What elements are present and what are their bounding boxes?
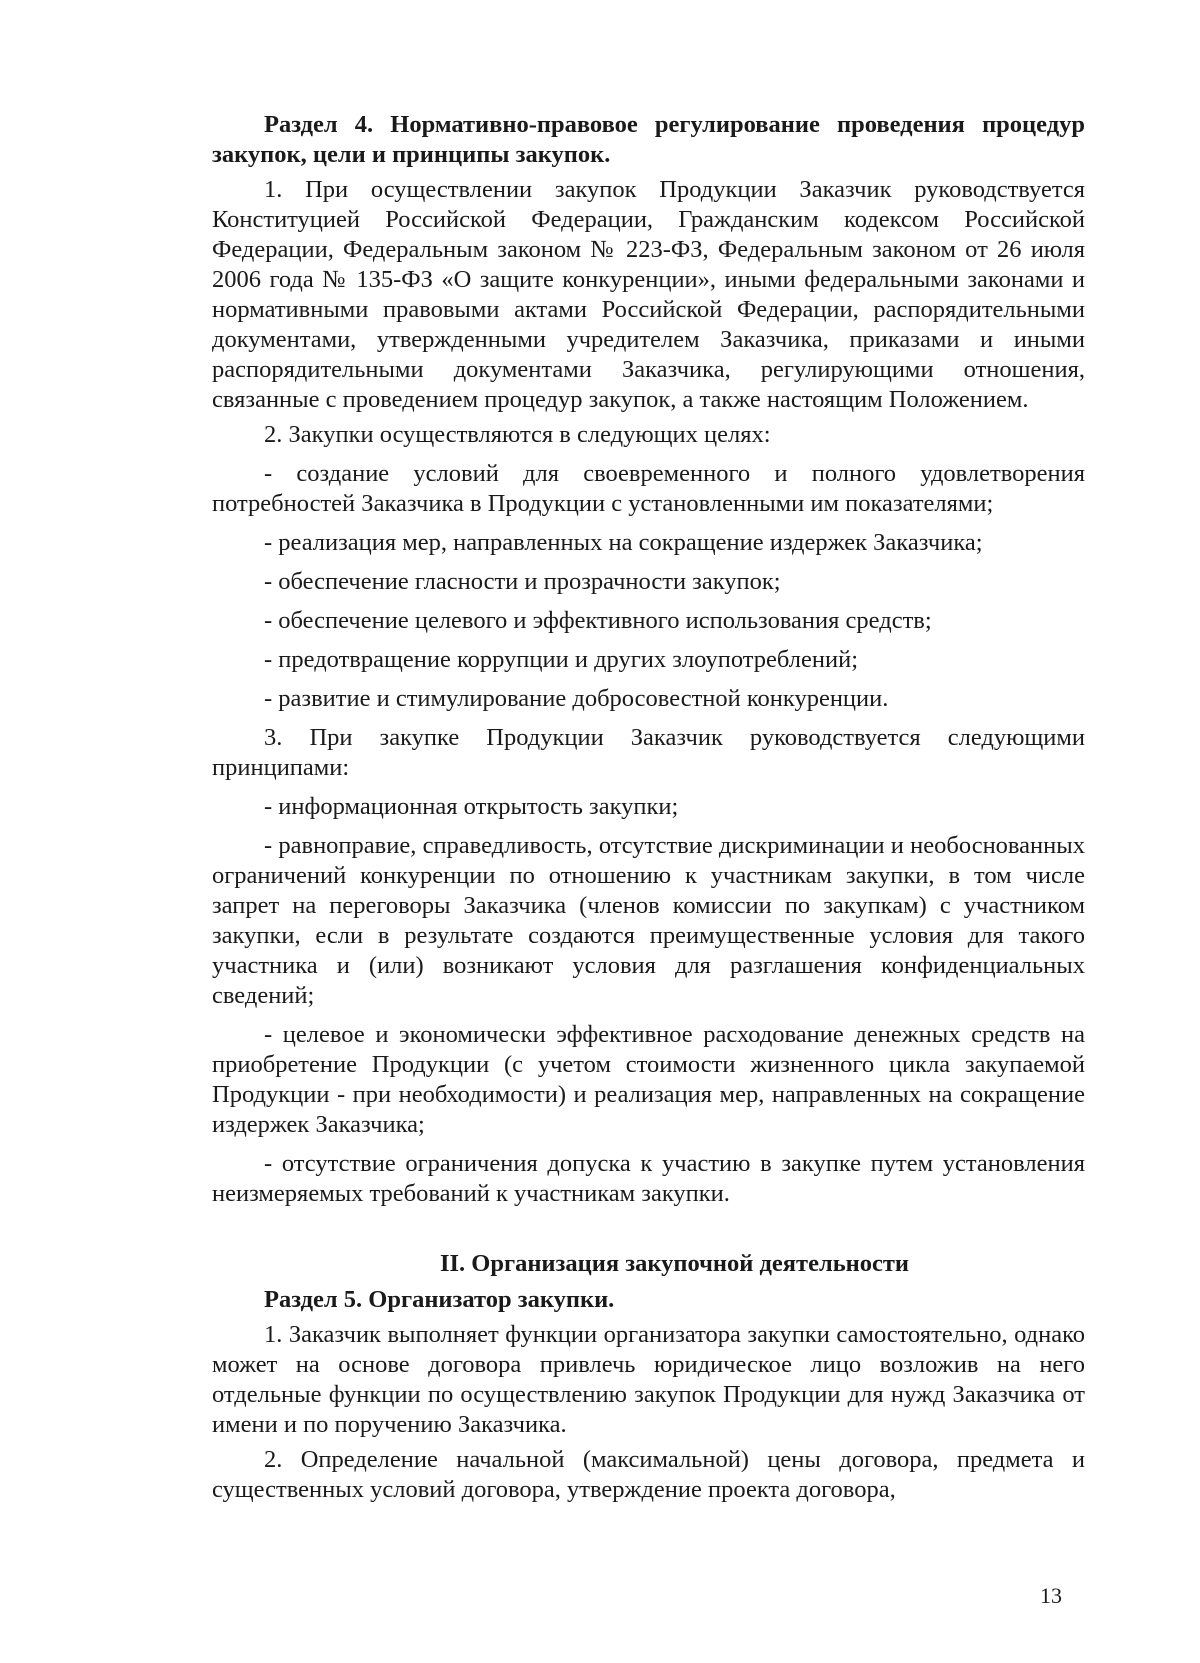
section-4-heading: Раздел 4. Нормативно-правовое регулирование проведения процедур закупок, цели и принципы закупок. bbox=[212, 111, 1085, 168]
section-5-heading: Раздел 5. Организатор закупки. bbox=[264, 1286, 615, 1313]
goal-item: - обеспечение гласности и прозрачности закупок; bbox=[264, 568, 781, 595]
principle-item: - целевое и экономически эффективное расходование денежных средств на приобретение Продукции (с учетом стоимости жизненного цикла закупаемой Продукции - при необходимости) и реализация мер, направленных на сокращение издержек Заказчика; bbox=[212, 1021, 1085, 1138]
section-4-item-1: 1. При осуществлении закупок Продукции Заказчик руководствуется Конституцией Российской Федерации, Гражданским кодексом Российской Федерации, Федеральным законом № 223-ФЗ, Федеральным законом от 26 июля 2006 года № 135-ФЗ «О защите конкуренции», иными федеральными законами и нормативными правовыми актами Российской Федерации, распорядительными документами, утвержденными учредителем Заказчика, приказами и иными распорядительными документами Заказчика, регулирующими отношения, связанные с проведением процедур закупок, а также настоящим Положением. bbox=[212, 176, 1085, 413]
goal-item: - реализация мер, направленных на сокращение издержек Заказчика; bbox=[264, 529, 983, 556]
page-content bbox=[212, 110, 1085, 1505]
goal-item: - развитие и стимулирование добросовестной конкуренции. bbox=[264, 685, 889, 712]
principle-item: - отсутствие ограничения допуска к участию в закупке путем установления неизмеряемых требований к участникам закупки. bbox=[212, 1150, 1085, 1207]
goal-item: - обеспечение целевого и эффективного использования средств; bbox=[264, 607, 932, 634]
page-number: 13 bbox=[1040, 1583, 1062, 1608]
principle-item: - информационная открытость закупки; bbox=[264, 793, 679, 820]
part-2-title: II. Организация закупочной деятельности bbox=[439, 1250, 910, 1277]
section-5-item-1: 1. Заказчик выполняет функции организатора закупки самостоятельно, однако может на основе договора привлечь юридическое лицо возложив на него отдельные функции по осуществлению закупок Продукции для нужд Заказчика от имени и по поручению Заказчика. bbox=[212, 1321, 1085, 1438]
goal-item: - создание условий для своевременного и полного удовлетворения потребностей Заказчика в Продукции с установленными им показателями; bbox=[212, 460, 1085, 517]
section-4-item-2: 2. Закупки осуществляются в следующих целях: bbox=[264, 421, 771, 448]
goal-item: - предотвращение коррупции и других злоупотреблений; bbox=[264, 646, 859, 673]
goals-list bbox=[212, 459, 1085, 714]
section-5-item-2: 2. Определение начальной (максимальной) цены договора, предмета и существенных условий договора, утверждение проекта договора, bbox=[212, 1446, 1085, 1503]
section-4-item-3: 3. При закупке Продукции Заказчик руководствуется следующими принципами: bbox=[212, 724, 1085, 781]
principles-list bbox=[212, 792, 1085, 1209]
principle-item: - равноправие, справедливость, отсутствие дискриминации и необоснованных ограничений конкуренции по отношению к участникам закупки, в том числе запрет на переговоры Заказчика (членов комиссии по закупкам) с участником закупки, если в результате создаются преимущественные условия для такого участника и (или) возникают условия для разглашения конфиденциальных сведений; bbox=[212, 832, 1085, 1009]
